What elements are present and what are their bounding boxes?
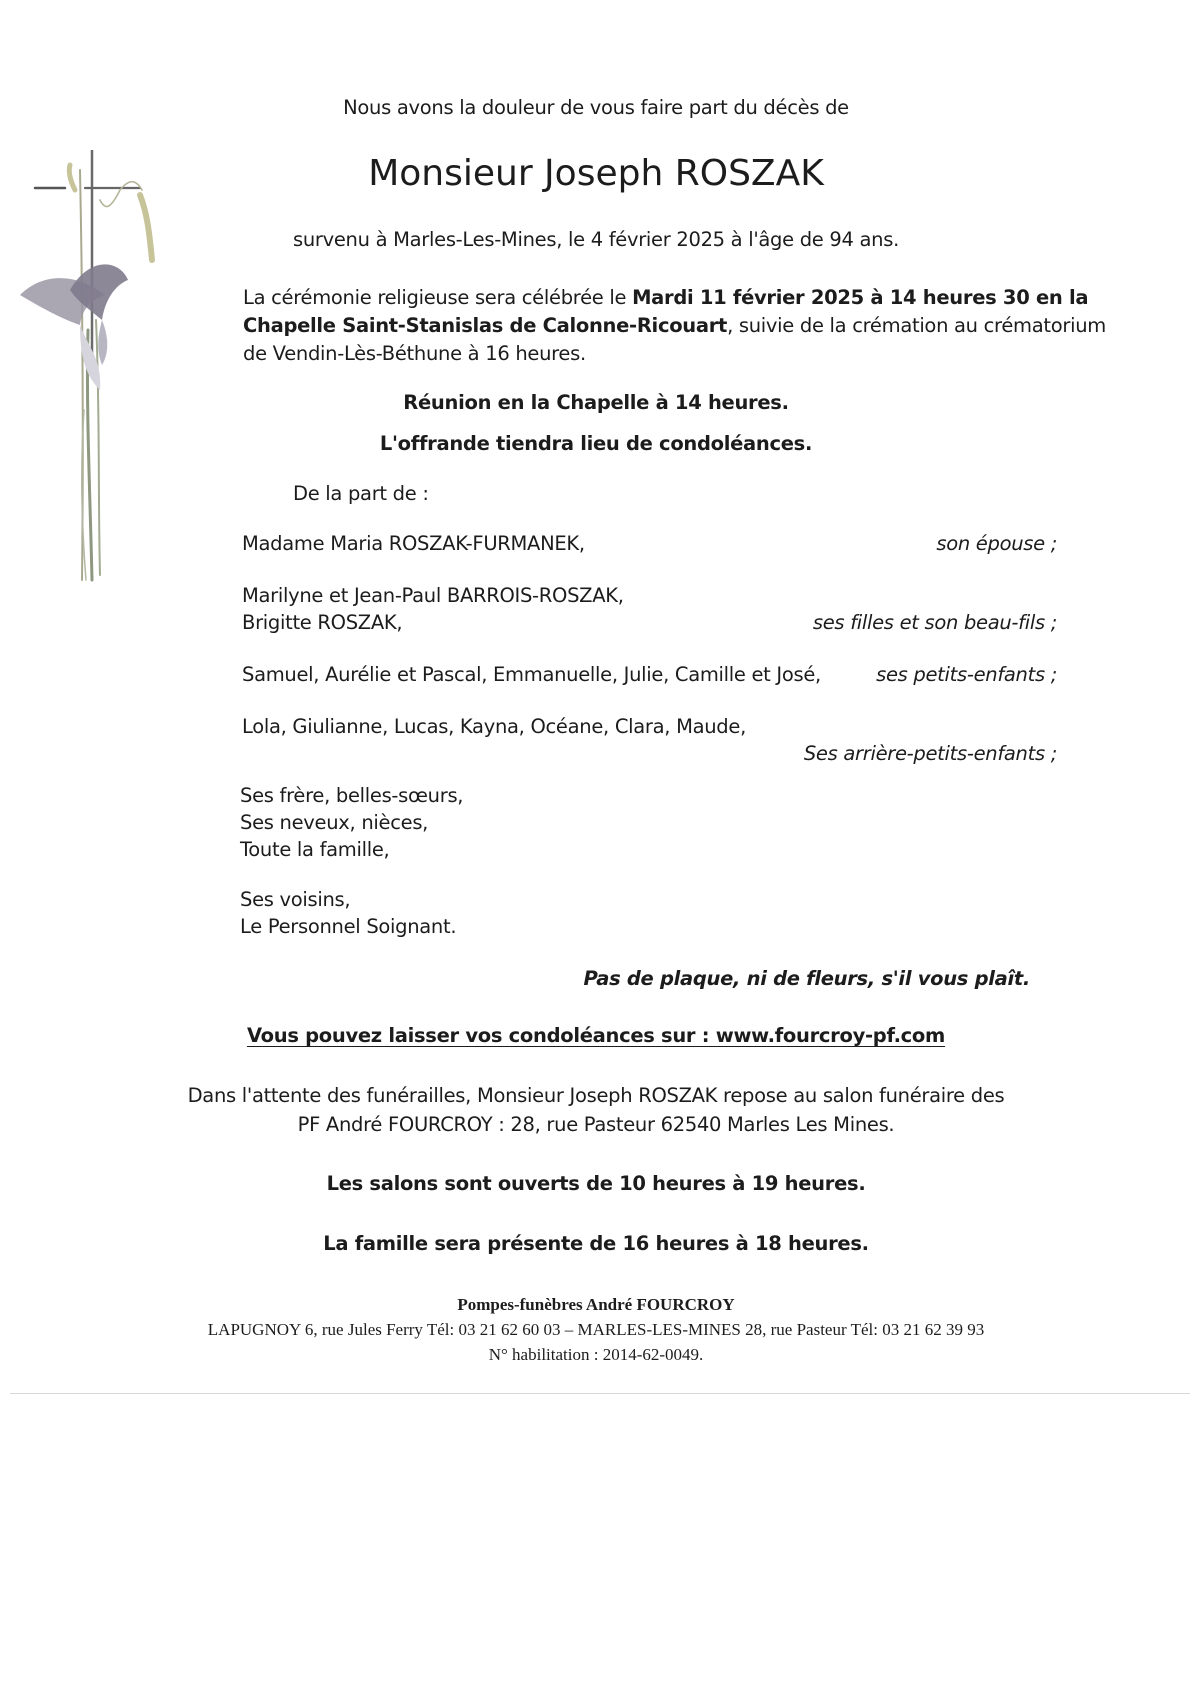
great-grandchildren-relation: Ses arrière-petits-enfants ; (803, 742, 1057, 765)
ceremony-text-1: La cérémonie religieuse sera célébrée le (243, 286, 633, 309)
family-others-3: Toute la famille, (240, 838, 390, 861)
death-info: survenu à Marles-Les-Mines, le 4 février 2025 à l'âge de 94 ans. (292, 228, 899, 251)
family-presence: La famille sera présente de 16 heures à 18 heures. (323, 1232, 869, 1255)
salons-hours: Les salons sont ouverts de 10 heures à 19 heures. (326, 1172, 866, 1195)
family-others-5: Le Personnel Soignant. (240, 915, 457, 938)
grandchildren-relation: ses petits-enfants ; (876, 663, 1057, 686)
daughters-line-2: Brigitte ROSZAK, (242, 611, 403, 634)
grandchildren-names: Samuel, Aurélie et Pascal, Emmanuelle, Julie, Camille et José, (242, 663, 821, 686)
from-label: De la part de : (293, 482, 429, 505)
deceased-name: Monsieur Joseph ROSZAK (368, 153, 824, 194)
scan-edge-line (10, 1393, 1190, 1394)
ceremony-date-place: Mardi 11 février 2025 à 14 heures 30 en la Chapelle Saint-Stanislas de Calonne-Ricouart (243, 286, 1089, 337)
family-others-1: Ses frère, belles-sœurs, (240, 784, 464, 807)
rest-line-1: Dans l'attente des funérailles, Monsieur Joseph ROSZAK repose au salon funéraire des (187, 1084, 1005, 1107)
wife-name: Madame Maria ROSZAK-FURMANEK, (242, 532, 585, 555)
wife-relation: son épouse ; (936, 532, 1057, 555)
footer-license: N° habilitation : 2014-62-0049. (488, 1345, 704, 1364)
footer-addresses: LAPUGNOY 6, rue Jules Ferry Tél: 03 21 62 60 03 – MARLES-LES-MINES 28, rue Pasteur Tél: 03 21 62 39 93 (207, 1320, 985, 1339)
condolences-link[interactable]: Vous pouvez laisser vos condoléances sur : www.fourcroy-pf.com (246, 1024, 946, 1047)
great-grandchildren-names: Lola, Giulianne, Lucas, Kayna, Océane, Clara, Maude, (242, 715, 746, 738)
no-flowers-note: Pas de plaque, ni de fleurs, s'il vous plaît. (583, 967, 1030, 990)
daughters-relation: ses filles et son beau-fils ; (812, 611, 1057, 634)
footer-company: Pompes-funèbres André FOURCROY (457, 1295, 735, 1314)
daughters-line-1: Marilyne et Jean-Paul BARROIS-ROSZAK, (242, 584, 624, 607)
rest-line-2: PF André FOURCROY : 28, rue Pasteur 62540 Marles Les Mines. (297, 1113, 895, 1136)
cross-with-lily-icon (10, 150, 170, 590)
family-others-4: Ses voisins, (240, 888, 351, 911)
ceremony-text-2: , suivie de la crémation au crématorium de Vendin-Lès-Béthune à 16 heures. (243, 314, 1106, 365)
intro-text: Nous avons la douleur de vous faire part du décès de (343, 96, 849, 119)
offering-info: L'offrande tiendra lieu de condoléances. (379, 432, 813, 455)
meeting-info: Réunion en la Chapelle à 14 heures. (403, 391, 789, 414)
ceremony-paragraph (243, 284, 1123, 368)
family-others-2: Ses neveux, nièces, (240, 811, 429, 834)
